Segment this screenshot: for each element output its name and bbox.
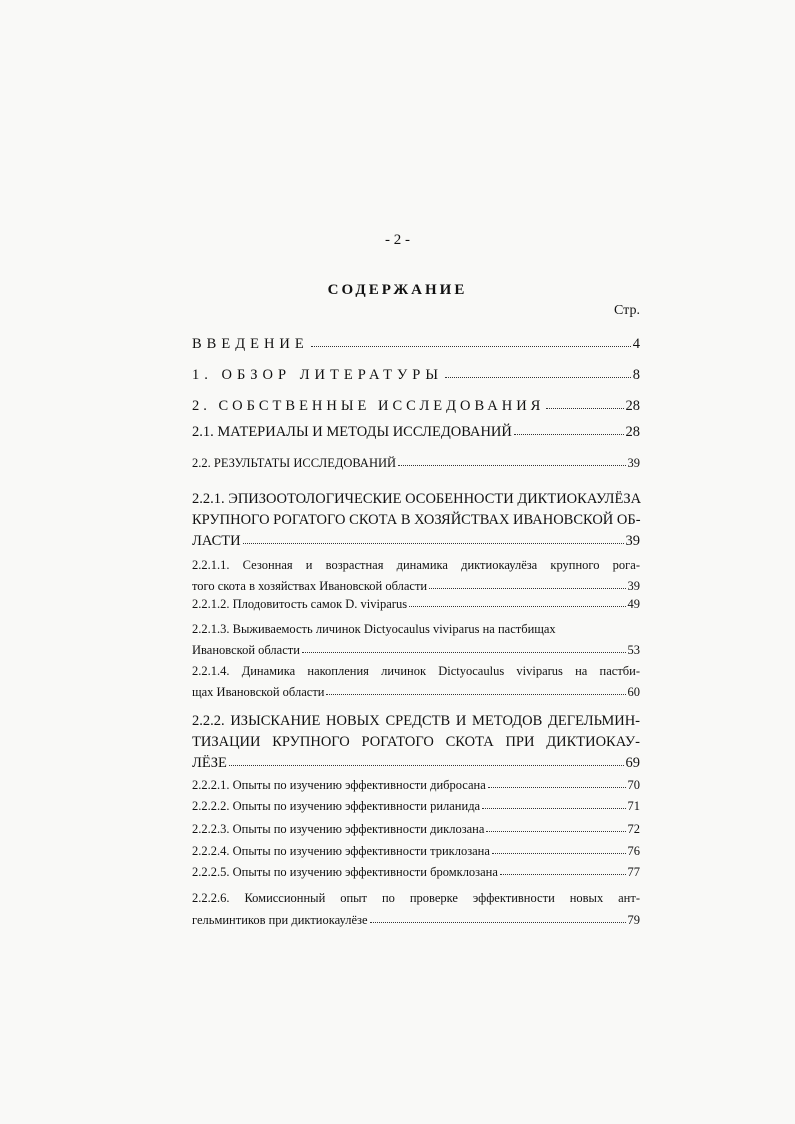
toc-entry[interactable] xyxy=(192,619,640,661)
toc-entry-line: гельминтиков при диктиокаулёзе xyxy=(192,913,368,927)
toc-entry-text: 2.2.2.1. Опыты по изучению эффективности дибросана xyxy=(192,778,486,792)
toc-title: СОДЕРЖАНИЕ xyxy=(327,282,468,298)
toc-entry[interactable] xyxy=(192,555,640,597)
toc-entry[interactable] xyxy=(192,778,640,793)
toc-page: 71 xyxy=(627,799,640,813)
toc-entry-line: ЛЁЗЕ xyxy=(192,755,227,771)
toc-entry-text: 1. ОБЗОР ЛИТЕРАТУРЫ xyxy=(192,367,443,383)
toc-entry[interactable] xyxy=(192,711,640,774)
toc-page: 39 xyxy=(627,456,640,470)
toc-entry[interactable] xyxy=(192,661,640,703)
toc-page: 53 xyxy=(627,643,640,657)
toc-entry-line: 2.2.1.1. Сезонная и возрастная динамика диктиокаулёза крупного рога- xyxy=(192,558,640,572)
toc-entry-text: 2.2.2.5. Опыты по изучению эффективности бромклозана xyxy=(192,865,498,879)
toc-entry-line: того скота в хозяйствах Ивановской области xyxy=(192,579,428,593)
toc-entry[interactable] xyxy=(192,489,640,552)
toc-page: 70 xyxy=(627,778,640,792)
page-number: - 2 - xyxy=(385,232,410,248)
toc-page: 72 xyxy=(627,822,640,836)
toc-entry-line: Ивановской области xyxy=(192,643,300,657)
toc-entry-text: 2.2.2.2. Опыты по изучению эффективности риланида xyxy=(192,799,481,813)
toc-entry[interactable] xyxy=(192,398,640,415)
toc-page: 79 xyxy=(627,913,640,927)
toc-entry-line: 2.2.2. ИЗЫСКАНИЕ НОВЫХ СРЕДСТВ И МЕТОДОВ ДЕГЕЛЬМИН- xyxy=(192,713,640,729)
toc-entry-line: ТИЗАЦИИ КРУПНОГО РОГАТОГО СКОТА ПРИ ДИКТИОКАУ- xyxy=(192,734,640,750)
toc-entry[interactable] xyxy=(192,424,640,441)
toc-page: 69 xyxy=(625,755,640,771)
toc-entry-line: КРУПНОГО РОГАТОГО СКОТА В ХОЗЯЙСТВАХ ИВАНОВСКОЙ ОБ- xyxy=(192,512,641,528)
toc-entry[interactable] xyxy=(192,367,640,384)
toc-entry[interactable] xyxy=(192,844,640,859)
toc-page: 76 xyxy=(627,844,640,858)
toc-entry[interactable] xyxy=(192,456,640,471)
toc-page: 8 xyxy=(632,367,640,383)
toc-entry[interactable] xyxy=(192,597,640,612)
toc-page: 60 xyxy=(627,685,640,699)
toc-entry-line: 2.2.1. ЭПИЗООТОЛОГИЧЕСКИЕ ОСОБЕННОСТИ ДИКТИОКАУЛЁЗА xyxy=(192,491,642,507)
toc-entry[interactable] xyxy=(192,799,640,814)
toc-entry-line: ЛАСТИ xyxy=(192,533,241,549)
toc-entry-line: 2.2.1.3. Выживаемость личинок Dictyocaulus viviparus на пастбищах xyxy=(192,622,556,636)
toc-entry[interactable] xyxy=(192,887,640,931)
toc-page: 28 xyxy=(625,398,640,414)
toc-entry-text: ВВЕДЕНИЕ xyxy=(192,336,309,352)
toc-entry-text: 2.2.2.3. Опыты по изучению эффективности диклозана xyxy=(192,822,485,836)
toc-entry-line: 2.2.1.4. Динамика накопления личинок Dictyocaulus viviparus на пастби- xyxy=(192,664,640,678)
toc-page: 4 xyxy=(632,336,640,352)
toc-page: 77 xyxy=(627,865,640,879)
toc-entry-text: 2.2. РЕЗУЛЬТАТЫ ИССЛЕДОВАНИЙ xyxy=(192,456,397,470)
page-column-label: Стр. xyxy=(614,303,640,318)
toc-page: 28 xyxy=(625,424,640,440)
toc-entry[interactable] xyxy=(192,822,640,837)
toc-entry-text: 2.2.2.4. Опыты по изучению эффективности триклозана xyxy=(192,844,490,858)
toc-entry-text: 2.1. МАТЕРИАЛЫ И МЕТОДЫ ИССЛЕДОВАНИЙ xyxy=(192,424,512,440)
toc-entry-line: 2.2.2.6. Комиссионный опыт по проверке эффективности новых ант- xyxy=(192,891,640,905)
toc-entry-line: щах Ивановской области xyxy=(192,685,325,699)
toc-page: 39 xyxy=(627,579,640,593)
toc-entry[interactable] xyxy=(192,336,640,353)
toc-entry[interactable] xyxy=(192,865,640,880)
toc-page: 49 xyxy=(627,597,640,611)
toc-entry-text: 2. СОБСТВЕННЫЕ ИССЛЕДОВАНИЯ xyxy=(192,398,545,414)
toc-entry-text: 2.2.1.2. Плодовитость самок D. viviparus xyxy=(192,597,408,611)
toc-page: 39 xyxy=(625,533,640,549)
